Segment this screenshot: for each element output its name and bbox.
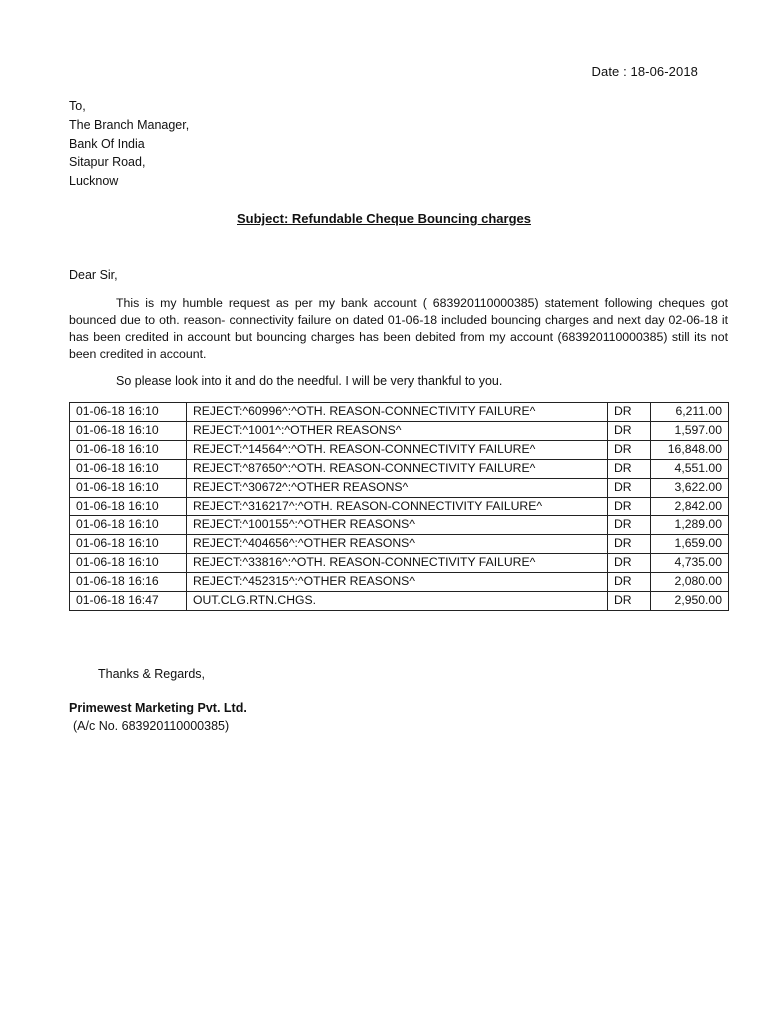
cell-amount: 4,735.00 (651, 554, 729, 573)
body-paragraph-1 (69, 295, 728, 363)
cell-datetime: 01-06-18 16:10 (70, 478, 187, 497)
cell-description: REJECT:^316217^:^OTH. REASON-CONNECTIVITY FAILURE^ (187, 497, 608, 516)
company-name: Primewest Marketing Pvt. Ltd. (69, 701, 247, 715)
table-row (70, 592, 729, 611)
table-row (70, 478, 729, 497)
address-line: To, (69, 99, 86, 113)
statement-table (69, 402, 729, 611)
cell-amount: 2,950.00 (651, 592, 729, 611)
cell-amount: 1,597.00 (651, 421, 729, 440)
cell-amount: 2,080.00 (651, 573, 729, 592)
cell-description: REJECT:^33816^:^OTH. REASON-CONNECTIVITY FAILURE^ (187, 554, 608, 573)
salutation: Dear Sir, (69, 268, 118, 282)
cell-description: REJECT:^100155^:^OTHER REASONS^ (187, 516, 608, 535)
cell-description: REJECT:^30672^:^OTHER REASONS^ (187, 478, 608, 497)
cell-amount: 1,659.00 (651, 535, 729, 554)
cell-datetime: 01-06-18 16:10 (70, 421, 187, 440)
cell-description: OUT.CLG.RTN.CHGS. (187, 592, 608, 611)
cell-amount: 16,848.00 (651, 440, 729, 459)
cell-datetime: 01-06-18 16:16 (70, 573, 187, 592)
cell-description: REJECT:^452315^:^OTHER REASONS^ (187, 573, 608, 592)
table-row (70, 573, 729, 592)
table-row (70, 497, 729, 516)
cell-type: DR (608, 592, 651, 611)
account-number: (A/c No. 683920110000385) (73, 719, 230, 733)
table-row (70, 440, 729, 459)
table-row (70, 554, 729, 573)
cell-type: DR (608, 535, 651, 554)
table-row (70, 535, 729, 554)
table-row (70, 459, 729, 478)
cell-amount: 4,551.00 (651, 459, 729, 478)
cell-datetime: 01-06-18 16:47 (70, 592, 187, 611)
table-row (70, 403, 729, 422)
address-line: Sitapur Road, (69, 155, 146, 170)
cell-datetime: 01-06-18 16:10 (70, 497, 187, 516)
body-paragraph-2: So please look into it and do the needful. I will be very thankful to you. (116, 374, 503, 388)
recipient-address (69, 97, 189, 191)
closing: Thanks & Regards, (98, 667, 205, 681)
cell-description: REJECT:^14564^:^OTH. REASON-CONNECTIVITY FAILURE^ (187, 440, 608, 459)
cell-amount: 2,842.00 (651, 497, 729, 516)
cell-datetime: 01-06-18 16:10 (70, 554, 187, 573)
cell-type: DR (608, 573, 651, 592)
address-line: The Branch Manager, (69, 117, 190, 132)
table-row (70, 421, 729, 440)
cell-type: DR (608, 459, 651, 478)
cell-datetime: 01-06-18 16:10 (70, 440, 187, 459)
address-line: Bank Of India (69, 136, 145, 151)
cell-datetime: 01-06-18 16:10 (70, 535, 187, 554)
paragraph-text: This is my humble request as per my bank account ( 683920110000385) statement following cheques got bounced due to oth. reason- connectivity failure on dated 01-06-18 included bouncing charges and next day 02-06-18 it has been credited in account but bouncing charges has been debited from my account (683920110000385) still its not been credited in account. (69, 296, 728, 361)
cell-type: DR (608, 440, 651, 459)
letter-subject: Subject: Refundable Cheque Bouncing charges (237, 211, 531, 226)
cell-description: REJECT:^404656^:^OTHER REASONS^ (187, 535, 608, 554)
cell-description: REJECT:^87650^:^OTH. REASON-CONNECTIVITY FAILURE^ (187, 459, 608, 478)
table-row (70, 516, 729, 535)
cell-amount: 3,622.00 (651, 478, 729, 497)
cell-type: DR (608, 478, 651, 497)
cell-type: DR (608, 516, 651, 535)
letter-date: Date : 18-06-2018 (591, 64, 698, 79)
cell-amount: 6,211.00 (651, 403, 729, 422)
cell-type: DR (608, 403, 651, 422)
address-line: Lucknow (69, 174, 119, 189)
cell-datetime: 01-06-18 16:10 (70, 403, 187, 422)
cell-description: REJECT:^60996^:^OTH. REASON-CONNECTIVITY FAILURE^ (187, 403, 608, 422)
cell-type: DR (608, 421, 651, 440)
cell-type: DR (608, 554, 651, 573)
cell-datetime: 01-06-18 16:10 (70, 516, 187, 535)
cell-amount: 1,289.00 (651, 516, 729, 535)
cell-datetime: 01-06-18 16:10 (70, 459, 187, 478)
cell-description: REJECT:^1001^:^OTHER REASONS^ (187, 421, 608, 440)
cell-type: DR (608, 497, 651, 516)
